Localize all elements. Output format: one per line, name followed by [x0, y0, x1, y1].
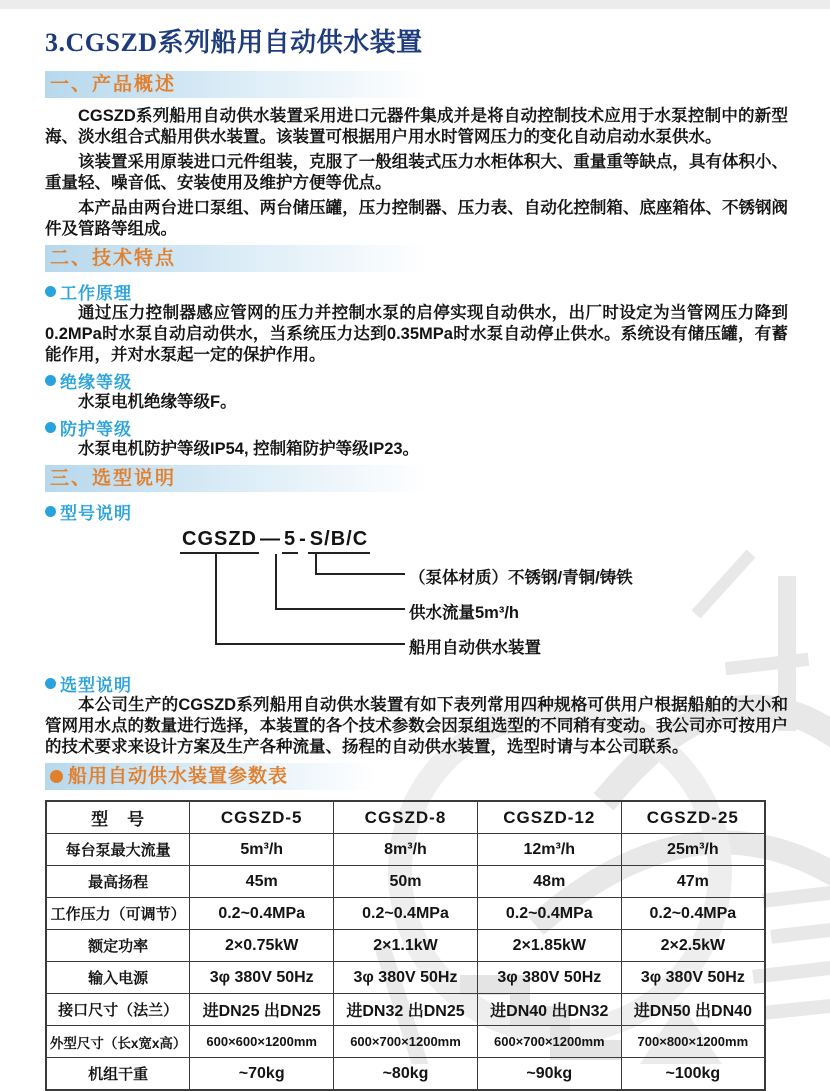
feature-text: 通过压力控制器感应管网的压力并控制水泵的启停实现自动供水，出厂时设定为当管网压力降到0.2MPa时水泵自动启动供水，当系统压力达到0.35MPa时水泵自动停止供水。系统设有储压罐，有蓄能作用，并对水泵起一定的保护作用。	[45, 304, 788, 364]
table-row	[46, 962, 765, 994]
row-label: 外型尺寸（长x宽x高）	[46, 1026, 190, 1058]
table-cell: 0.2~0.4MPa	[477, 898, 621, 930]
table-cell: 600×600×1200mm	[190, 1026, 334, 1058]
model-dash: -	[299, 528, 307, 550]
model-code	[180, 528, 370, 554]
model-material-code: S/B/C	[308, 528, 370, 554]
selection-note-text: 本公司生产的CGSZD系列船用自动供水装置有如下表列常用四种规格可供用户根据船舶的大小和管网用水点的数量进行选择，本装置的各个技术参数会因泵组选型的不同稍有变动。我公司亦可按用户的技术要求来设计方案及生产各种流量、扬程的自动供水装置，选型时请与本公司联系。	[45, 696, 788, 756]
model-designation-heading	[45, 500, 788, 522]
table-header-cell: 型 号	[46, 801, 190, 834]
section-heading-selection-label: 三、选型说明	[50, 468, 177, 489]
table-cell: 3φ 380V 50Hz	[334, 962, 478, 994]
bullet-icon	[45, 422, 56, 433]
table-row	[46, 866, 765, 898]
table-cell: 0.2~0.4MPa	[334, 898, 478, 930]
parameters-heading	[45, 763, 390, 790]
section-heading-overview-label: 一、产品概述	[50, 74, 177, 95]
table-row	[46, 1058, 765, 1091]
model-designation-diagram	[45, 528, 788, 670]
bullet-icon	[45, 375, 56, 386]
feature-text: 水泵电机绝缘等级F。	[78, 393, 237, 411]
table-row	[46, 898, 765, 930]
feature-item-insulation	[45, 369, 788, 391]
model-dash: —	[260, 528, 281, 550]
row-label: 接口尺寸（法兰）	[46, 994, 190, 1026]
table-cell: 600×700×1200mm	[477, 1026, 621, 1058]
overview-paragraph: CGSZD系列船用自动供水装置采用进口元器件集成并是将自动控制技术应用于水泵控制中的新型海、淡水组合式船用供水装置。该装置可根据用户用水时管网压力的变化自动启动水泵供水。	[45, 107, 788, 146]
table-cell: 0.2~0.4MPa	[190, 898, 334, 930]
table-cell: 进DN32 出DN25	[334, 994, 478, 1026]
parameters-table	[45, 800, 766, 1091]
table-cell: 700×800×1200mm	[621, 1026, 765, 1058]
callout-label-device: 船用自动供水装置	[409, 639, 541, 657]
table-cell: 5m³/h	[190, 834, 334, 866]
table-cell: 2×0.75kW	[190, 930, 334, 962]
table-header-cell: CGSZD-8	[334, 801, 478, 834]
table-cell: ~90kg	[477, 1058, 621, 1091]
table-cell: 3φ 380V 50Hz	[190, 962, 334, 994]
table-header-cell: CGSZD-12	[477, 801, 621, 834]
page-title: 3.CGSZD系列船用自动供水装置	[45, 28, 423, 57]
bullet-icon	[45, 286, 56, 297]
table-cell: 50m	[334, 866, 478, 898]
feature-item-protection	[45, 416, 788, 438]
bullet-icon	[50, 770, 63, 783]
callout-label-flow: 供水流量5m³/h	[409, 604, 520, 622]
selection-note-heading-label: 选型说明	[60, 675, 132, 695]
table-cell: 12m³/h	[477, 834, 621, 866]
section-heading-features-label: 二、技术特点	[50, 248, 177, 269]
table-cell: 进DN40 出DN32	[477, 994, 621, 1026]
feature-label: 防护等级	[60, 419, 132, 439]
model-series-code: CGSZD	[180, 528, 259, 554]
table-cell: 8m³/h	[334, 834, 478, 866]
feature-text: 水泵电机防护等级IP54, 控制箱防护等级IP23。	[78, 440, 420, 458]
bullet-icon	[45, 506, 56, 517]
table-header-cell: CGSZD-25	[621, 801, 765, 834]
row-label: 最高扬程	[46, 866, 190, 898]
table-cell: 47m	[621, 866, 765, 898]
table-row	[46, 1026, 765, 1058]
table-cell: 进DN50 出DN40	[621, 994, 765, 1026]
table-row	[46, 930, 765, 962]
feature-item-principle	[45, 280, 788, 302]
section-heading-features	[45, 245, 445, 272]
table-cell: 2×1.85kW	[477, 930, 621, 962]
table-row	[46, 994, 765, 1026]
row-label: 机组干重	[46, 1058, 190, 1091]
table-cell: 600×700×1200mm	[334, 1026, 478, 1058]
table-cell: 2×2.5kW	[621, 930, 765, 962]
table-cell: ~70kg	[190, 1058, 334, 1091]
table-cell: 45m	[190, 866, 334, 898]
table-cell: 0.2~0.4MPa	[621, 898, 765, 930]
row-label: 每台泵最大流量	[46, 834, 190, 866]
callout-label-material: （泵体材质）不锈钢/青铜/铸铁	[409, 569, 633, 587]
section-heading-overview	[45, 71, 445, 98]
table-cell: 3φ 380V 50Hz	[477, 962, 621, 994]
table-cell: ~80kg	[334, 1058, 478, 1091]
overview-paragraph: 该装置采用原装进口元件组装，克服了一般组装式压力水柜体积大、重量重等缺点，具有体积小、重量轻、噪音低、安装使用及维护方便等优点。	[45, 153, 788, 192]
table-cell: 2×1.1kW	[334, 930, 478, 962]
selection-note-heading	[45, 672, 788, 694]
overview-paragraph: 本产品由两台进口泵组、两台储压罐，压力控制器、压力表、自动化控制箱、底座箱体、不锈钢阀件及管路等组成。	[45, 199, 788, 238]
table-cell: 25m³/h	[621, 834, 765, 866]
table-cell: 进DN25 出DN25	[190, 994, 334, 1026]
bullet-icon	[45, 678, 56, 689]
row-label: 额定功率	[46, 930, 190, 962]
model-flow-code: 5	[282, 528, 298, 554]
feature-label: 工作原理	[60, 283, 132, 303]
model-designation-heading-label: 型号说明	[60, 503, 132, 523]
section-heading-selection	[45, 465, 445, 492]
table-cell: ~100kg	[621, 1058, 765, 1091]
row-label: 输入电源	[46, 962, 190, 994]
callout-line-material	[315, 554, 405, 575]
table-cell: 48m	[477, 866, 621, 898]
feature-label: 绝缘等级	[60, 372, 132, 392]
table-row	[46, 834, 765, 866]
row-label: 工作压力（可调节）	[46, 898, 190, 930]
table-header-row	[46, 801, 765, 834]
table-cell: 3φ 380V 50Hz	[621, 962, 765, 994]
table-header-cell: CGSZD-5	[190, 801, 334, 834]
parameters-heading-label: 船用自动供水装置参数表	[68, 766, 289, 787]
